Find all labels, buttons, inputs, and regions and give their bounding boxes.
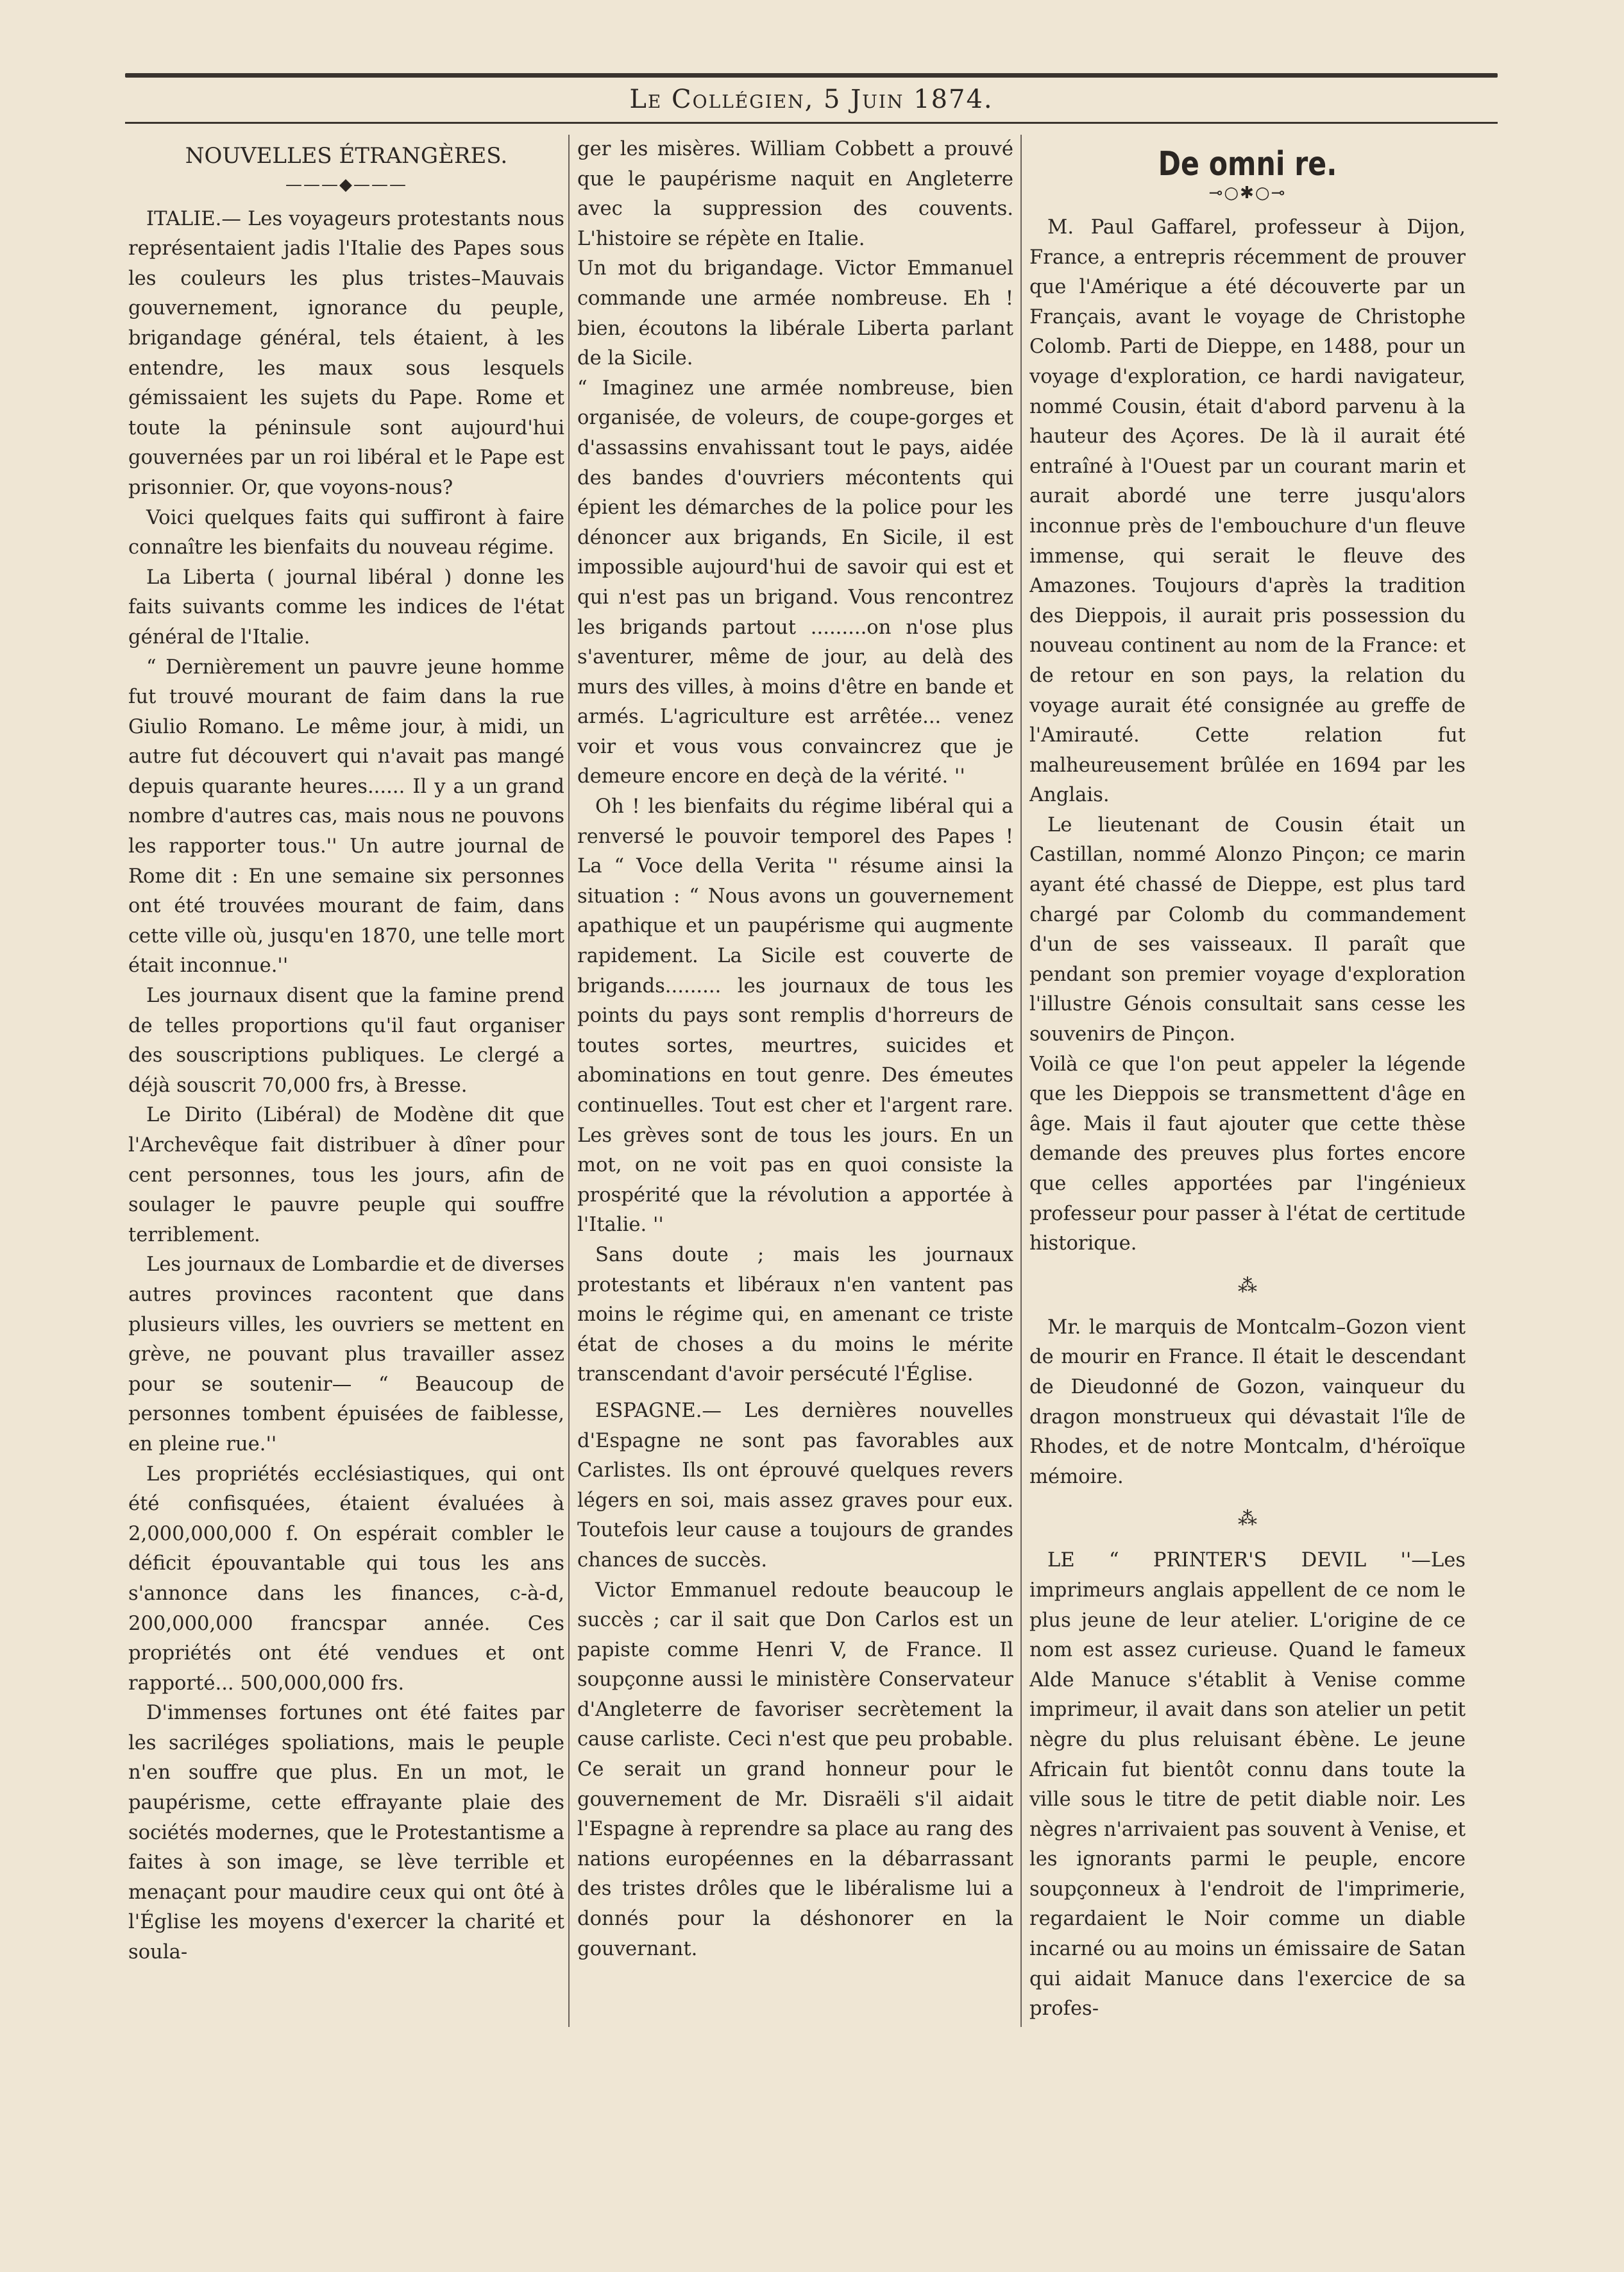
article-paragraph: Voilà ce que l'on peut appeler la légende que les Dieppois se transmettent d'âge en âge. Mais il faut ajouter que cette thèse demande des preuves plus fortes encore que celles apportées par l'ingénieux professeur pour passer à l'état de certitude historique. — [1029, 1053, 1466, 1255]
article-paragraph: Le Dirito (Libéral) de Modène dit que l'Archevêque fait distribuer à dîner pour cent personnes, tous les jours, afin de soulager le pauvre peuple qui souffre terriblement. — [128, 1104, 564, 1246]
article-paragraph: La Liberta ( journal libéral ) donne les faits suivants comme les indices de l'état général de l'Italie. — [128, 566, 564, 649]
column-divider-1 — [568, 135, 570, 2027]
article-paragraph: D'immenses fortunes ont été faites par les sacriléges spoliations, mais le peuple n'en souffre que plus. En un mot, le paupérisme, cette effrayante plaie des sociétés modernes, que le Protestantisme a faites à son image, se lève terrible et menaçant pour maudire ceux qui ont ôté à l'Église les moyens d'exercer la charité et soula- — [128, 1702, 564, 1964]
article-paragraph: Un mot du brigandage. Victor Emmanuel commande une armée nombreuse. Eh ! bien, écoutons la libérale Liberta parlant de la Sicile. — [577, 257, 1013, 370]
article-paragraph: Le lieutenant de Cousin était un Castillan, nommé Alonzo Pinçon; ce marin ayant été chassé de Dieppe, est plus tard chargé par Colomb du commandement d'un de ses vaisseaux. Il paraît que pendant son premier voyage d'exploration l'illustre Génois consultait sans cesse les souvenirs de Pinçon. — [1029, 813, 1466, 1046]
article-paragraph: Les propriétés ecclésiastiques, qui ont été confisquées, étaient évaluées à 2,000,000,000 f. On espérait combler le déficit épouvantable qui tous les ans s'annonce dans les finances, c-à-d, 200,000,000 francspar année. Ces propriétés ont été vendues et ont rapporté... 500,000,000 frs. — [128, 1462, 564, 1695]
masthead: Le Collégien, 5 Juin 1874. — [629, 85, 994, 114]
article-paragraph: M. Paul Gaffarel, professeur à Dijon, France, a entrepris récemment de prouver que l'Amérique a été découverte par un Français, avant le voyage de Christophe Colomb. Parti de Dieppe, en 1488, pour un voyage d'exploration, ce hardi navigateur, nommé Cousin, était d'abord parvenu à la hauteur des Açores. De là il aurait été entraîné à l'Ouest par un courant marin et aurait abordé une terre jusqu'alors inconnue près de l'embouchure d'un fleuve immense, qui serait le fleuve des Amazones. Toujours d'après la tradition des Dieppois, il aurait pris possession du nouveau continent au nom de la France: et de retour en son pays, la relation du voyage aurait été consignée au greffe de l'Amirauté. Cette relation fut malheureusement brûlée en 1694 par les Anglais. — [1029, 216, 1466, 807]
column-divider-2 — [1020, 135, 1022, 2027]
asterism-separator: ⁂ — [1238, 1507, 1257, 1530]
asterism-separator: ⁂ — [1238, 1274, 1257, 1297]
article-paragraph: Victor Emmanuel redoute beaucoup le succès ; car il sait que Don Carlos est un papiste comme Henri V, de France. Il soupçonne aussi le ministère Conservateur d'Angleterre de favoriser secrètement la cause carliste. Ceci n'est que peu probable. Ce serait un grand honneur pour le gouvernement de Mr. Disraëli s'il aidait l'Espagne à reprendre sa place au rang des nations européennes en la débarrassant des tristes drôles que le libéralisme lui a donnés pour la déshonorer en la gouvernant. — [577, 1579, 1013, 1960]
article-paragraph: Les journaux de Lombardie et de diverses autres provinces racontent que dans plusieurs villes, les ouvriers se mettent en grève, ne pouvant plus travailler assez pour se soutenir— “ Beaucoup de personnes tombent épuisées de faiblesse, en pleine rue.'' — [128, 1253, 564, 1455]
masthead-rule — [125, 122, 1498, 124]
section-title-nouvelles: NOUVELLES ÉTRANGÈRES. — [185, 143, 508, 169]
article-paragraph: Mr. le marquis de Montcalm–Gozon vient de mourir en France. Il était le descendant de Dieudonné de Gozon, vainqueur du dragon monstrueux qui dévastait l'île de Rhodes, et de notre Montcalm, d'héroïque mémoire. — [1029, 1316, 1466, 1488]
article-paragraph: ITALIE.— Les voyageurs protestants nous représentaient jadis l'Italie des Papes sous les couleurs les plus tristes–Mauvais gouvernement, ignorance du peuple, brigandage général, tels étaient, à les entendre, les maux sous lesquels gémissaient les sujets du Pape. Rome et toute la péninsule sont aujourd'hui gouvernées par un roi libéral et le Pape est prisonnier. Or, que voyons-nous? — [128, 207, 564, 499]
article-paragraph: Sans doute ; mais les journaux protestants et libéraux n'en vantent pas moins le régime qui, en amenant ce triste état de choses a du moins le mérite transcendant d'avoir persécuté l'Église. — [577, 1243, 1013, 1386]
article-paragraph: “ Imaginez une armée nombreuse, bien organisée, de voleurs, de coupe-gorges et d'assassins envahissant tout le pays, aidée des bandes d'ouvriers mécontents qui épient les démarches de la police pour les dénoncer aux brigands, En Sicile, il est impossible aujourd'hui de savoir qui est et qui n'est pas un brigand. Vous rencontrez les brigands partout .........on n'ose plus s'aventurer, même de jour, au delà des murs des villes, à moins d'être en bande et armés. L'agriculture est arrêtée... venez voir et vous vous convaincrez que je demeure encore en deçà de la vérité. '' — [577, 377, 1013, 788]
article-paragraph-printers-devil: LE “ PRINTER'S DEVIL ''—Les imprimeurs anglais appellent de ce nom le plus jeune de leur atelier. L'origine de ce nom est assez curieuse. Quand le fameux Alde Manuce s'établit à Venise comme imprimeur, il avait dans son atelier un petit nègre du plus reluisant ébène. Le jeune Africain fut bientôt connu dans toute la ville sous le titre de petit diable noir. Les nègres n'arrivaient pas souvent à Venise, et les ignorants parmi le peuple, encore soupçonneux à l'endroit de l'imprimerie, regardaient le Noir comme un diable incarné ou au moins un émissaire de Satan qui aidait Manuce dans l'exercice de sa profes- — [1029, 1549, 1466, 2021]
section-title-de-omni-re: De omni re. — [1158, 145, 1337, 183]
article-paragraph: ger les misères. William Cobbett a prouvé que le paupérisme naquit en Angleterre avec la suppression des couvents. L'histoire se répète en Italie. — [577, 138, 1013, 250]
title-ornament: ———◆——— — [285, 174, 407, 194]
column-1 — [128, 135, 564, 2027]
column-3 — [1029, 135, 1466, 2027]
title-ornament: ⊸○✱○⊸ — [1208, 183, 1287, 203]
article-paragraph-espagne: ESPAGNE.— Les dernières nouvelles d'Espagne ne sont pas favorables aux Carlistes. Ils ont éprouvé quelques revers légers en soi, mais assez graves pour eux. Toutefois leur cause a toujours de grandes chances de succès. — [577, 1399, 1013, 1572]
column-2 — [577, 135, 1013, 2027]
top-rule — [125, 73, 1498, 78]
article-paragraph: Oh ! les bienfaits du régime libéral qui a renversé le pouvoir temporel des Papes ! La “ Voce della Verita '' résume ainsi la situation : “ Nous avons un gouvernement apathique et un paupérisme qui augmente rapidement. La Sicile est couverte de brigands......... les journaux de tous les points du pays sont remplis d'horreurs de toutes sortes, meurtres, suicides et abominations en tout genre. Des émeutes continuelles. Tout est cher et l'argent rare. Les grèves sont de tous les jours. En un mot, on ne voit pas en quoi consiste la prospérité que la révolution a apportée à l'Italie. '' — [577, 795, 1013, 1237]
article-paragraph: Les journaux disent que la famine prend de telles proportions qu'il faut organiser des souscriptions publiques. Le clergé a déjà souscrit 70,000 frs, à Bresse. — [128, 985, 564, 1097]
article-paragraph: Voici quelques faits qui suffiront à faire connaître les bienfaits du nouveau régime. — [128, 506, 564, 559]
article-paragraph: “ Dernièrement un pauvre jeune homme fut trouvé mourant de faim dans la rue Giulio Romano. Le même jour, à midi, un autre fut découvert qui n'avait pas mangé depuis quarante heures...... Il y a un grand nombre d'autres cas, mais nous ne pouvons les rapporter tous.'' Un autre journal de Rome dit : En une semaine six personnes ont été trouvées mourant de faim, dans cette ville où, jusqu'en 1870, une telle mort était inconnue.'' — [128, 656, 564, 978]
